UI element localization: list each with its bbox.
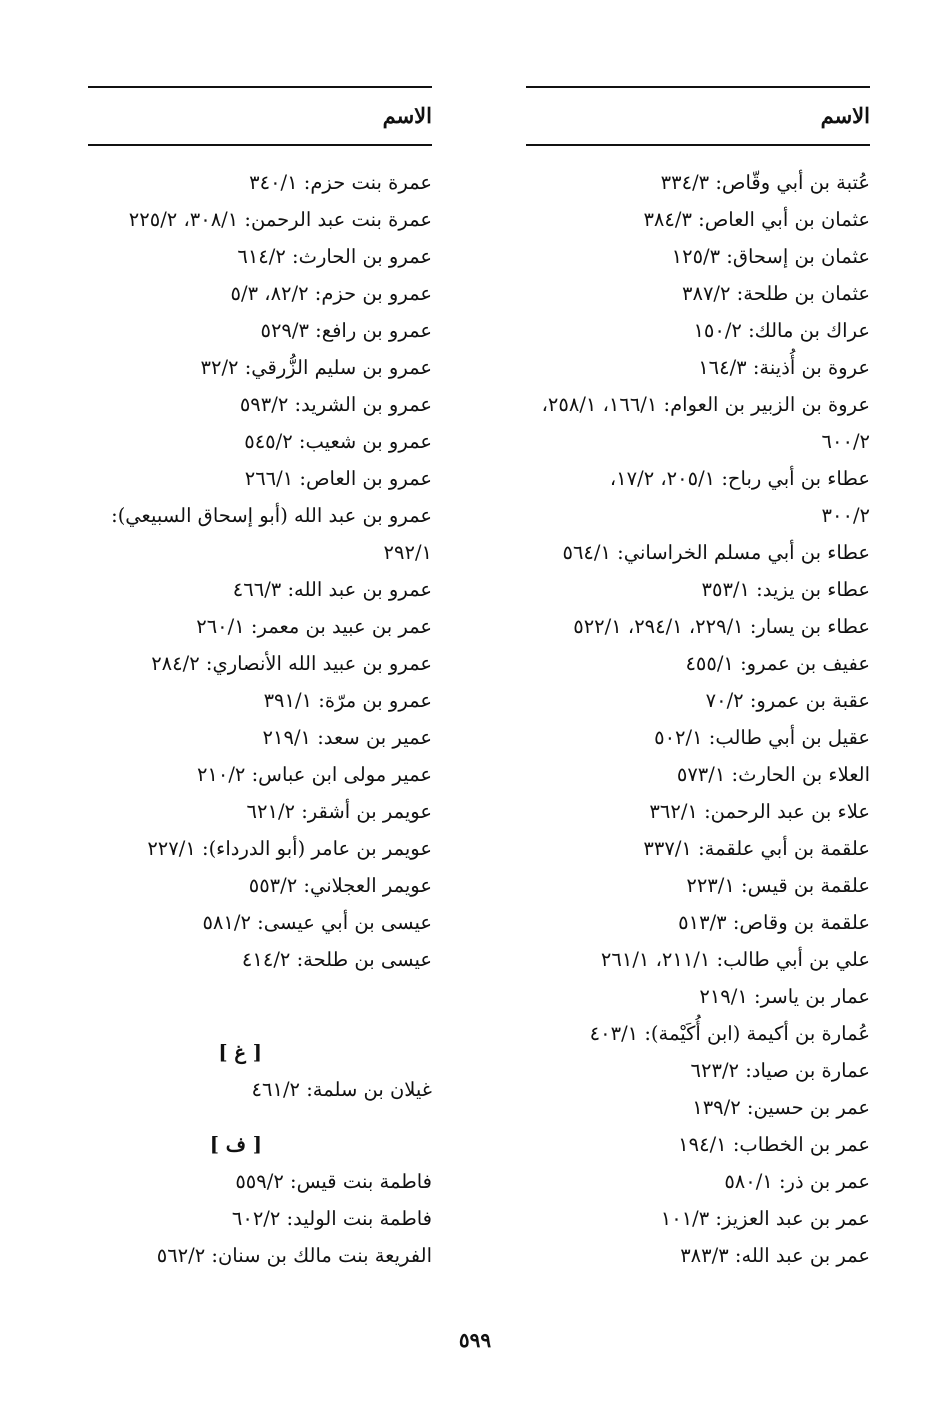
column-header: الاسم	[820, 103, 870, 128]
index-entry-continuation: ٦٠٠/٢	[821, 430, 870, 453]
index-entry: عمرو بن العاص: ٢٦٦/١	[244, 467, 432, 490]
index-entry: عيسى بن طلحة: ٤١٤/٢	[241, 948, 432, 971]
index-entry: عمرو بن الحارث: ٦١٤/٢	[237, 245, 432, 268]
index-entries-ghain	[88, 1071, 432, 1108]
header-rule-bottom	[88, 144, 432, 146]
index-entry: عمار بن ياسر: ٢١٩/١	[699, 985, 870, 1008]
index-entry: فاطمة بنت قيس: ٥٥٩/٢	[235, 1170, 432, 1193]
index-entry: علقمة بن قيس: ٢٢٣/١	[686, 874, 870, 897]
index-entry: عمرة بنت حزم: ٣٤٠/١	[249, 171, 432, 194]
index-entry: عويمر العجلاني: ٥٥٣/٢	[248, 874, 432, 897]
index-entry: عمر بن عبد العزيز: ١٠١/٣	[660, 1207, 870, 1230]
index-entry: عطاء بن أبي رباح: ٢٠٥/١، ١٧/٢،	[609, 467, 870, 490]
section-heading-fa: [ ف ]	[209, 1133, 262, 1156]
index-entry: عراك بن مالك: ١٥٠/٢	[693, 319, 870, 342]
index-entry: عمرو بن عبيد الله الأنصاري: ٢٨٤/٢	[151, 652, 432, 675]
index-entry: عمارة بن صياد: ٦٢٣/٢	[690, 1059, 870, 1082]
index-entry: عويمر بن أشقر: ٦٢١/٢	[246, 800, 432, 823]
index-entry: علي بن أبي طالب: ٢١١/١، ٢٦١/١	[600, 948, 870, 971]
page-number: ٥٩٩	[458, 1328, 492, 1352]
index-entry: عطاء بن أبي مسلم الخراساني: ٥٦٤/١	[562, 541, 870, 564]
index-entry: عمرو بن عبد الله (أبو إسحاق السبيعي):	[111, 504, 432, 527]
index-entry: العلاء بن الحارث: ٥٧٣/١	[676, 763, 870, 786]
index-entry: علاء بن عبد الرحمن: ٣٦٢/١	[649, 800, 870, 823]
section-spacer	[88, 978, 432, 1034]
index-entry: عمرو بن حزم: ٨٢/٢، ٥/٣	[230, 282, 432, 305]
index-entries-fa	[88, 1163, 432, 1274]
index-entry: عمرو بن رافع: ٥٢٩/٣	[260, 319, 432, 342]
index-entries	[88, 164, 432, 978]
index-entry-continuation: ٣٠٠/٢	[821, 504, 870, 527]
index-entry-continuation: ٢٩٢/١	[383, 541, 432, 564]
index-entry: عمير بن سعد: ٢١٩/١	[262, 726, 432, 749]
index-entries	[526, 164, 870, 1274]
index-entry: عروة بن الزبير بن العوام: ١٦٦/١، ٢٥٨/١،	[541, 393, 870, 416]
index-entry: عطاء بن يسار: ٢٢٩/١، ٢٩٤/١، ٥٢٢/١	[573, 615, 870, 638]
index-column-right	[526, 86, 870, 1274]
section-spacer	[88, 1108, 432, 1126]
index-entry: عمرو بن عبد الله: ٤٦٦/٣	[232, 578, 432, 601]
index-entry: عثمان بن إسحاق: ١٢٥/٣	[671, 245, 870, 268]
section-heading-ghain: [ غ ]	[218, 1041, 262, 1064]
index-entry: عمر بن حسين: ١٣٩/٢	[692, 1096, 870, 1119]
index-entry: عفيف بن عمرو: ٤٥٥/١	[685, 652, 870, 675]
index-entry: عروة بن أُذينة: ١٦٤/٣	[698, 356, 870, 379]
index-entry: عثمان بن أبي العاص: ٣٨٤/٣	[643, 208, 870, 231]
index-entry: عثمان بن طلحة: ٣٨٧/٢	[682, 282, 870, 305]
index-entry: عيسى بن أبي عيسى: ٥٨١/٢	[202, 911, 432, 934]
index-entry: عمير مولى ابن عباس: ٢١٠/٢	[196, 763, 432, 786]
index-entry: علقمة بن أبي علقمة: ٣٣٧/١	[643, 837, 870, 860]
header-rule-bottom	[526, 144, 870, 146]
index-entry: عُتبة بن أبي وقّاص: ٣٣٤/٣	[660, 171, 870, 194]
index-column-left	[88, 86, 432, 1274]
index-entry: عمر بن عبد الله: ٣٨٣/٣	[680, 1244, 870, 1267]
index-entry: عمر بن ذر: ٥٨٠/١	[724, 1170, 870, 1193]
index-entry: علقمة بن وقاص: ٥١٣/٣	[678, 911, 870, 934]
index-entry: عمر بن عبيد بن معمر: ٢٦٠/١	[196, 615, 432, 638]
index-entry: عمرو بن مرّة: ٣٩١/١	[263, 689, 432, 712]
index-entry: الفريعة بنت مالك بن سنان: ٥٦٢/٢	[156, 1244, 432, 1267]
index-entry: عقبة بن عمرو: ٧٠/٢	[705, 689, 870, 712]
index-entry: غيلان بن سلمة: ٤٦١/٢	[251, 1078, 432, 1101]
index-entry: عمرة بنت عبد الرحمن: ٣٠٨/١، ٢٢٥/٢	[128, 208, 432, 231]
index-entry: فاطمة بنت الوليد: ٦٠٢/٢	[231, 1207, 432, 1230]
index-entry: عُمارة بن أكيمة (ابن أُكَيْمة): ٤٠٣/١	[589, 1022, 870, 1045]
index-entry: عقيل بن أبي طالب: ٥٠٢/١	[654, 726, 870, 749]
index-entry: عويمر بن عامر (أبو الدرداء): ٢٢٧/١	[147, 837, 432, 860]
index-entry: عمرو بن الشريد: ٥٩٣/٢	[239, 393, 432, 416]
index-entry: عطاء بن يزيد: ٣٥٣/١	[701, 578, 870, 601]
index-entry: عمرو بن سليم الزُّرقي: ٣٢/٢	[200, 356, 432, 379]
index-entry: عمرو بن شعيب: ٥٤٥/٢	[244, 430, 432, 453]
column-header: الاسم	[382, 103, 432, 128]
index-entry: عمر بن الخطاب: ١٩٤/١	[678, 1133, 870, 1156]
